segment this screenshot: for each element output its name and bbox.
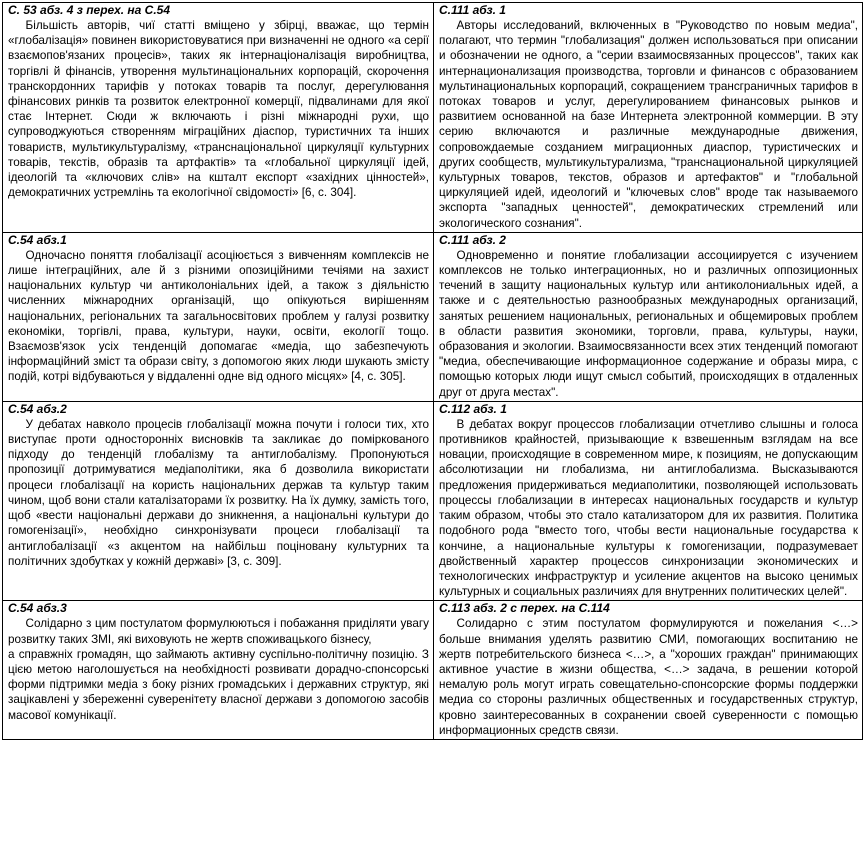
russian-cell (434, 232, 863, 401)
table-row (3, 232, 863, 401)
cell-heading: С.54 абз.3 (8, 601, 67, 616)
cell-text: Одновременно и понятие глобализации ассоциируется с изучением комплексов не только интеграционных, но и различных оппозиционных течений в защиту национальных культур или антиколониальных идей, а также и с деятельностью разнообразных международных организаций, занятых решением национальных, региональных и общемировых проблем в области развития экономики, торговли, права, культуры, науки, образования и экологии. Взаимосвязанности всех этих тенденций помогают "медиа, обеспечивающие информационное содержание и образы мира, с помощью которых люди ищут смысл событий, происходящих в отдаленных друг от друга местах". (439, 248, 858, 399)
cell-text: Одночасно поняття глобалізації асоціюється з вивченням комплексів не лише інтеграційних, але й з різними опозиційними течіями на захист національних культур чи антиколоніальних ідей, а також з діяльністю численних міжнародних організацій, що опікуються вирішенням національних, регіональних та загальносвітових проблем у галузі розвитку економіки, торгівлі, права, культури, науки, освіти, екології тощо. Взаємозв'язок усіх тенденцій допомагає «медіа, що забезпечують інформаційний зміст та образи світу, з допомогою яких люди шукають змісту подій, котрі відбуваються у віддаленні одне від одного місцях» [4, с. 305]. (8, 248, 429, 384)
ukrainian-cell (3, 232, 434, 401)
table-row (3, 401, 863, 600)
cell-heading: С.112 абз. 1 (439, 401, 507, 416)
comparison-table (2, 2, 863, 740)
russian-cell (434, 601, 863, 740)
cell-heading: С. 53 абз. 4 з перех. на С.54 (8, 3, 171, 17)
table-row (3, 601, 863, 740)
cell-text: Солідарно з цим постулатом формулюються і побажання приділяти увагу розвитку таких ЗМІ, які виховують не жертв споживацького бізнесу, (8, 617, 429, 646)
cell-text: В дебатах вокруг процессов глобализации отчетливо слышны и голоса противников крайностей, призывающие к взвешенным взглядам на все новации, происходящие в современном мире, к позициям, не допускающим абсолютизации ни глобализма, ни антиглобализма. Высказываются предложения придерживаться медиаполитики, позволяющей использовать процессы глобализации в интересах национальных государств и культур таким образом, чтобы это стало катализатором для их развития. Политика подобного рода "вместо того, чтобы вести национальные государства к кончине, а национальные культуры к гомогенизации, подразумевает двойственный характер процессов синхронизации экономических и технологических инфраструктур и усиление акцентов на высоко ценимых культурных и социальных различиях для внутренних политических целей". (439, 417, 858, 599)
russian-cell (434, 3, 863, 233)
cell-heading: С.54 абз.1 (8, 232, 67, 247)
cell-heading: С.54 абз.2 (8, 401, 67, 416)
cell-text: Більшість авторів, чиї статті вміщено у збірці, вважає, що термін «глобалізація» повинен використовуватися при визначенні не одного «а серії взаємопов'язаних процесів», таких як інтернаціоналізація виробництва, торгівлі й фінансів, утворення мультинаціональних корпорацій, скорочення транскордонних тарифів у потоках товарів та послуг, дерегулювання фінансових ринків та розвиток електронної комерції, підвалинами для якої стає Інтернет. Сюди ж включають і різні міжнародні рухи, що супроводжуються створенням міграційних діаспор, туристичних та інших товариств, мультикультуралізму, «транснаціональної циркуляції культурних товарів, текстів, образів та артфактів» та «глобальної циркуляції ідей, ідеологій та «ключових слів» на кшталт експорт «західних цінностей», демократичних устремлінь та екологічної свідомості» [6, с. 304]. (8, 19, 429, 200)
ukrainian-cell (3, 401, 434, 600)
cell-text: Авторы исследований, включенных в "Руководство по новым медиа", полагают, что термин "глобализация" должен использоваться при описании и обозначении не одного, а "серии взаимосвязанных процессов", таких как интернационализация производства, торговли и финансов с образованием мультинациональных корпораций, сокращением трансграничных тарифов в потоках товаров и услуг, дерегулированием финансовых рынков и развитием основанной на базе Интернета электронной коммерции. В эту серию включаются и различные международные движения, сопровождаемые созданием миграционных диаспор, туристических и других сообществ, мультикультурализма, "транснациональной циркуляцией культурных товаров, текстов, образов и артефактов" и "глобальной циркуляцией идей, идеологий и "ключевых слов" вроде так называемого экспорта "западных ценностей", демократических стремлений или экологического сознания". (439, 19, 858, 230)
ukrainian-cell (3, 3, 434, 233)
cell-heading: С.111 абз. 1 (439, 3, 506, 17)
russian-cell (434, 401, 863, 600)
cell-text: а справжніх громадян, що займають активну суспільно-політичну позицію. З цією метою наголошується на необхідності розвивати дорадчо-спонсорські форми підтримки медіа з боку різних громадських і державних структур, які зацікавлені у збереженні суверенітету власної держави з допомогою засобів масової комунікації. (8, 647, 429, 722)
cell-heading: С.113 абз. 2 с перех. на С.114 (439, 601, 610, 616)
cell-text: У дебатах навколо процесів глобалізації можна почути і голоси тих, хто виступає проти односторонніх висновків та закликає до поміркованого підходу до тенденцій глобалізму та антиглобалізму. Пропонуються пропозиції дотримуватися медіаполітики, яка б дозволила використати процеси глобалізації на користь національних держав та культур таким чином, щоб вони стали каталізаторами їх розвитку. На їх думку, замість того, щоб «вести національні держави до зникнення, а національні культури до гомогенізації», необхідно синхронізувати процеси глобалізації та антиглобалізації «з акцентом на найбільш поціновану культурних та політичних здобутках у кожній державі» [3, с. 309]. (8, 417, 429, 568)
table-row (3, 3, 863, 233)
cell-heading: С.111 абз. 2 (439, 232, 506, 247)
cell-text: Солидарно с этим постулатом формулируются и пожелания <…> больше внимания уделять развитию СМИ, помогающих воспитанию не жертв потребительского бизнеса <…>, а "хороших граждан" принимающих активное участие в жизни общества, <…> задача, в решении которой немалую роль могут играть совещательно-спонсорские формы поддержки медиа со стороны различных общественных и государственных структур, кровно заинтересованных в сохранении своей суверенности с помощью информационных средств связи. (439, 617, 858, 737)
ukrainian-cell (3, 601, 434, 740)
